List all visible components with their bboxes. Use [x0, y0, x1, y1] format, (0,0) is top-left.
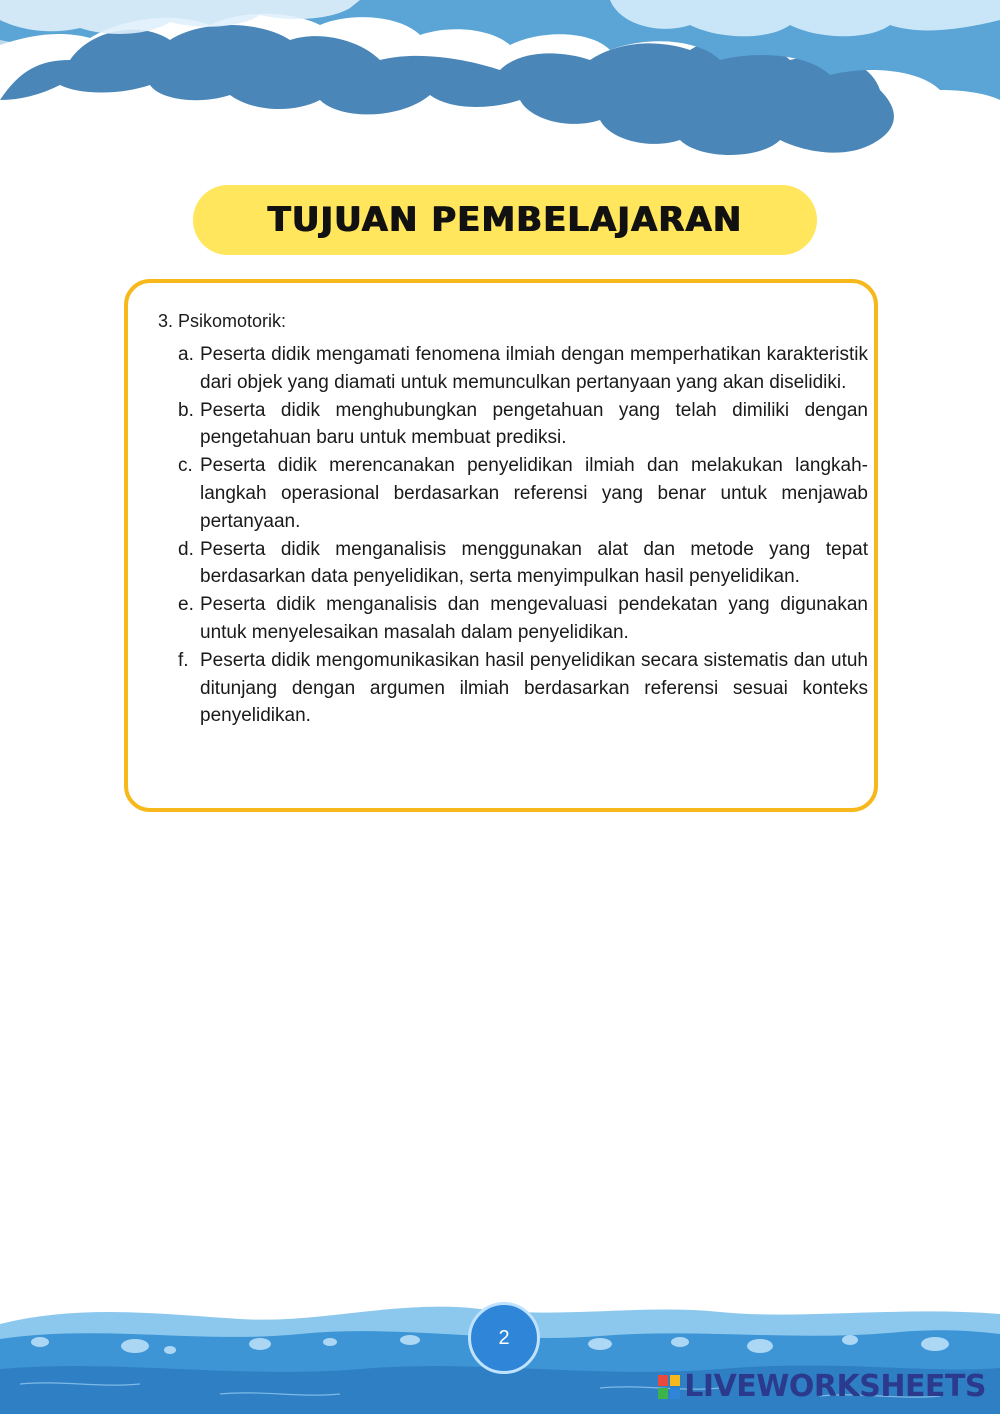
- title-banner: [193, 185, 817, 255]
- objectives-box: [124, 279, 878, 812]
- list-item: [178, 341, 868, 397]
- page-number: 2: [498, 1326, 510, 1349]
- list-item-text: Peserta didik mengomunikasikan hasil penyelidikan secara sistematis dan utuh ditunjang dengan argumen ilmiah berdasarkan referensi sesuai konteks penyelidikan.: [200, 649, 868, 727]
- page-title: TUJUAN PEMBELAJARAN: [267, 200, 743, 240]
- clouds-decoration: [0, 0, 1000, 160]
- page-number-badge: [468, 1302, 540, 1374]
- list-item-letter: d.: [178, 538, 194, 560]
- objectives-list: [178, 341, 868, 730]
- list-item-letter: c.: [178, 455, 193, 477]
- list-item: [178, 591, 868, 647]
- list-item: [178, 397, 868, 453]
- list-item-letter: b.: [178, 399, 194, 421]
- watermark-text: LIVEWORKSHEETS: [684, 1369, 986, 1404]
- list-item: [178, 647, 868, 730]
- list-item: [178, 452, 868, 535]
- liveworksheets-logo-icon: [658, 1375, 680, 1399]
- list-item-text: Peserta didik merencanakan penyelidikan ilmiah dan melakukan langkah-langkah operasional berdasarkan referensi yang benar untuk menjawab pertanyaan.: [200, 455, 868, 532]
- list-item-letter: f.: [178, 649, 189, 671]
- list-item-text: Peserta didik menganalisis menggunakan alat dan metode yang tepat berdasarkan data penyelidikan, serta menyimpulkan hasil penyelidikan.: [200, 538, 868, 588]
- section-heading: 3. Psikomotorik:: [158, 311, 287, 331]
- list-item-text: Peserta didik menganalisis dan mengevaluasi pendekatan yang digunakan untuk menyelesaikan masalah dalam penyelidikan.: [200, 594, 868, 643]
- list-item: [178, 536, 868, 592]
- list-item-letter: a.: [178, 344, 194, 365]
- list-item-letter: e.: [178, 594, 194, 616]
- list-item-text: Peserta didik mengamati fenomena ilmiah dengan memperhatikan karakteristik dari objek yang diamati untuk memunculkan pertanyaan yang akan diselidiki.: [200, 344, 868, 393]
- liveworksheets-watermark: [658, 1369, 986, 1404]
- list-item-text: Peserta didik menghubungkan pengetahuan yang telah dimiliki dengan pengetahuan baru untuk membuat prediksi.: [200, 399, 868, 449]
